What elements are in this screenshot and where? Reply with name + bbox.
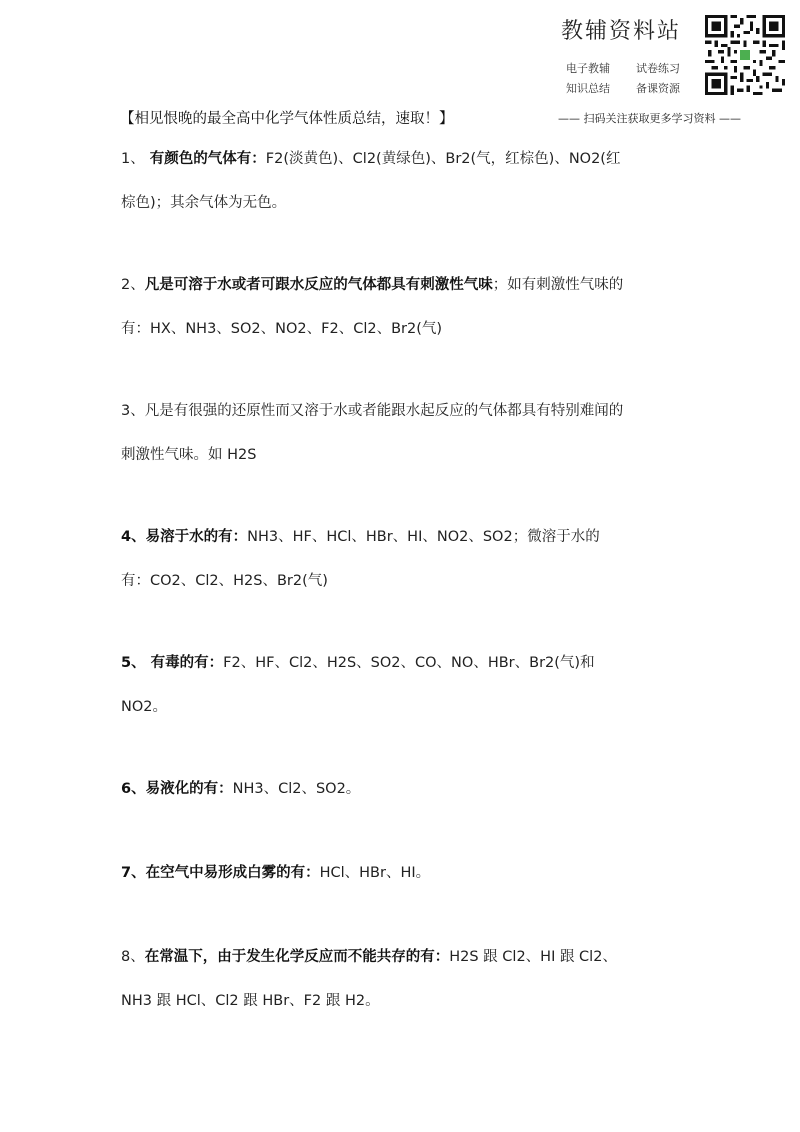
item-line [121,263,701,307]
item-heading: 在常温下，由于发生化学反应而不能共存的有： [144,949,450,965]
item-heading: 有颜色的气体有： [144,151,266,167]
item-heading: 在空气中易形成白雾的有： [145,865,320,881]
list-item-1 [121,137,701,225]
item-heading: 有毒的有： [145,655,224,671]
link-e-books[interactable]: 电子教辅 [566,62,610,75]
item-text: 3、凡是有很强的还原性而又溶于水或者能跟水起反应的气体都具有特别难闻的 [121,403,624,419]
item-text: H2S 跟 Cl2、HI 跟 Cl2、 [449,949,617,965]
item-number: 4、 [121,529,146,545]
item-line [121,767,701,811]
list-item-5 [121,641,701,729]
item-number: 6、 [121,781,146,797]
item-heading: 凡是可溶于水或者可跟水反应的气体都具有刺激性气味 [144,277,493,293]
link-practice-papers[interactable]: 试卷练习 [636,62,680,75]
item-text: HCl、HBr、HI。 [319,865,431,881]
item-text: NH3、HF、HCl、HBr、HI、NO2、SO2；微溶于水的 [247,529,600,545]
item-number: 2、 [121,277,145,293]
item-text: ；如有刺激性气味的 [492,277,624,293]
brand-links-row-1 [566,60,706,76]
item-line [121,515,701,559]
list-item-7 [121,851,701,895]
item-text-continued: NO2。 [121,699,167,715]
brand-title: 教辅资料站 [561,19,682,44]
item-text-continued: 有：HX、NH3、SO2、NO2、F2、Cl2、Br2(气) [121,321,443,337]
list-item-3 [121,389,701,477]
list-item-8 [121,935,701,1023]
item-text: F2、HF、Cl2、H2S、SO2、CO、NO、HBr、Br2(气)和 [223,655,595,671]
item-text: NH3、Cl2、SO2。 [232,781,361,797]
item-line [121,641,701,685]
qr-code-icon [705,15,785,95]
item-number: 1、 [121,151,145,167]
item-line [121,851,701,895]
item-text-continued: NH3 跟 HCl、Cl2 跟 HBr、F2 跟 H2。 [121,993,380,1009]
list-item-6 [121,767,701,811]
item-text-continued: 有：CO2、Cl2、H2S、Br2(气) [121,573,328,589]
item-number: 8、 [121,949,145,965]
item-number: 5、 [121,655,146,671]
page-title: 【相见恨晚的最全高中化学气体性质总结，速取！】 [120,111,454,127]
link-lesson-resources[interactable]: 备课资源 [636,82,680,95]
item-line [121,935,701,979]
item-heading: 易液化的有： [145,781,233,797]
item-heading: 易溶于水的有： [145,529,248,545]
link-knowledge-summary[interactable]: 知识总结 [566,82,610,95]
item-text: F2(淡黄色)、Cl2(黄绿色)、Br2(气，红棕色)、NO2(红 [265,151,621,167]
list-item-2 [121,263,701,351]
item-text-continued: 棕色)；其余气体为无色。 [121,195,287,211]
item-line [121,137,701,181]
item-number: 7、 [121,865,146,881]
scan-qr-note: —— 扫码关注获取更多学习资料 —— [558,112,741,125]
item-text-continued: 刺激性气味。如 H2S [121,447,257,463]
brand-links-row-2 [566,80,706,96]
list-item-4 [121,515,701,603]
